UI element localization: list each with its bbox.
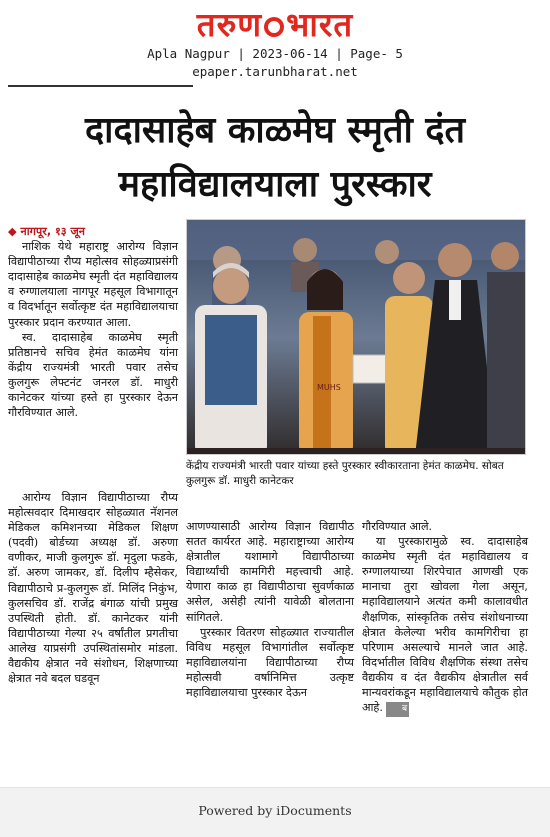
paragraph-1: नाशिक येथे महाराष्ट्र आरोग्य विज्ञान विद्यापीठाच्या रौप्य महोत्सव सोहळ्याप्रसंगी दादासाहेब काळमेघ स्मृती दंत महाविद्यालय व रुग्णालयाला नागपूर महसूल विभागातून व विदर्भातून सर्वोत्कृष्ट दंत महाविद्यालयाचा पुरस्कार प्रदान करण्यात आला. [8, 240, 178, 329]
paragraph-7-wrapper [362, 534, 528, 717]
logo-emblem-icon [264, 17, 284, 37]
photo-caption: केंद्रीय राज्यमंत्री भारती पवार यांच्या हस्ते पुरस्कार स्वीकारताना हेमंत काळमेघ. सोबत कुलगुरू डॉ. माधुरी कानेटकर [186, 460, 504, 487]
paragraph-4: आणण्यासाठी आरोग्य विज्ञान विद्यापीठ सतत कार्यरत आहे. महाराष्ट्राच्या आरोग्य क्षेत्रातील यशामागे विद्यापीठाच्या विद्यार्थ्यांची कामगिरी महत्त्वाची आहे. येणारा काळ हा विद्यापीठाचा सुवर्णकाळ असेल, असेही त्यांनी यावेळी बोलताना सांगितले. [186, 520, 354, 624]
article-column-2 [186, 519, 354, 700]
paragraph-6: गौरविण्यात आले. [362, 520, 433, 533]
footer-bar [0, 787, 550, 837]
header-rule [8, 85, 193, 87]
paragraph-7: या पुरस्कारामुळे स्व. दादासाहेब काळमेघ स्मृती दंत महाविद्यालय व रुग्णालयाच्या शिरपेचात आणखी एक मानाचा तुरा खोवला गेला असून, महाविद्यालयाने अत्यंत कमी कालावधीत शैक्षणिक, सांस्कृतिक तसेच संशोधनाच्या क्षेत्रात केलेल्या भरीव कामगिरीचा हा परिणाम असल्याचे मानले जात आहे. विदर्भातील विविध शैक्षणिक संस्था तसेच वैद्यकीय व दंत वैद्यकीय क्षेत्रातील सर्व मान्यवरांकडून महाविद्यालयाचे कौतुक होत आहे. [362, 535, 528, 715]
site-url: epaper.tarunbharat.net [192, 64, 358, 79]
paragraph-3: आरोग्य विज्ञान विद्यापीठाच्या रौप्य महोत्सवदार दिमाखदार सोहळ्यात नॅशनल मेडिकल कमिशनच्या मेडिकल शिक्षण (पदवी) बोर्डच्या अध्यक्ष डॉ. अरुणा वणीकर, माजी कुलगुरू डॉ. मृदुला फडके, डॉ. अरुण जामकर, डॉ. दिलीप म्हैसेकर, विद्यापीठाचे प्र-कुलगुरू डॉ. मिलिंद निकुंभ, कुलसचिव डॉ. राजेंद्र बंगाळ यांची प्रमुख उपस्थिती होती. डॉ. कानेटकर यांनी विद्यापीठाच्या गेल्या २५ वर्षांतील प्रगतीचा आलेख याप्रसंगी उपस्थितांसमोर मांडला. वैद्यकीय क्षेत्रात नवे संशोधन, शिक्षणाच्या क्षेत्रात नवे बदल घडवून [8, 491, 178, 686]
newspaper-logo [0, 6, 550, 44]
article-column-1-top [8, 224, 178, 420]
article-headline [0, 104, 550, 212]
paragraph-2: स्व. दादासाहेब काळमेघ स्मृती प्रतिष्ठानचे सचिव हेमंत काळमेघ यांना केंद्रीय राज्यमंत्री भारती पवार तसेच कुलगुरू लेफ्टनंट जनरल डॉ. माधुरी कानेटकर यांच्या हस्ते हा पुरस्कार देऊन गौरविण्यात आले. [8, 330, 178, 420]
edition-line: Apla Nagpur | 2023-06-14 | Page- 5 [147, 46, 403, 61]
end-mark: ब [386, 702, 409, 717]
paragraph-1-wrapper [8, 224, 178, 239]
article-column-3 [362, 519, 528, 717]
logo-word-left: तरुण [196, 5, 263, 44]
paragraph-5: पुरस्कार वितरण सोहळ्यात राज्यातील विविध महसूल विभागांतील सर्वोत्कृष्ट महाविद्यालयांना विद्यापीठाच्या रौप्य महोत्सवी वर्षानिमित्त उत्कृष्ट महाविद्यालयाचा पुरस्कार देऊन [186, 625, 354, 700]
award-photo [186, 219, 526, 455]
powered-by-link[interactable]: Powered by iDocuments [198, 803, 352, 818]
sash-text: MUHS [317, 383, 341, 392]
award-photo-illustration [187, 220, 526, 455]
dateline: ◆ नागपूर, १३ जून [8, 225, 86, 238]
headline-line-2: महाविद्यालयाला पुरस्कार [118, 164, 432, 205]
logo-word-right: भारत [286, 5, 354, 44]
headline-line-1: दादासाहेब काळमेघ स्मृती दंत [85, 110, 465, 151]
masthead [0, 6, 550, 80]
article-column-1-bottom [8, 490, 178, 686]
